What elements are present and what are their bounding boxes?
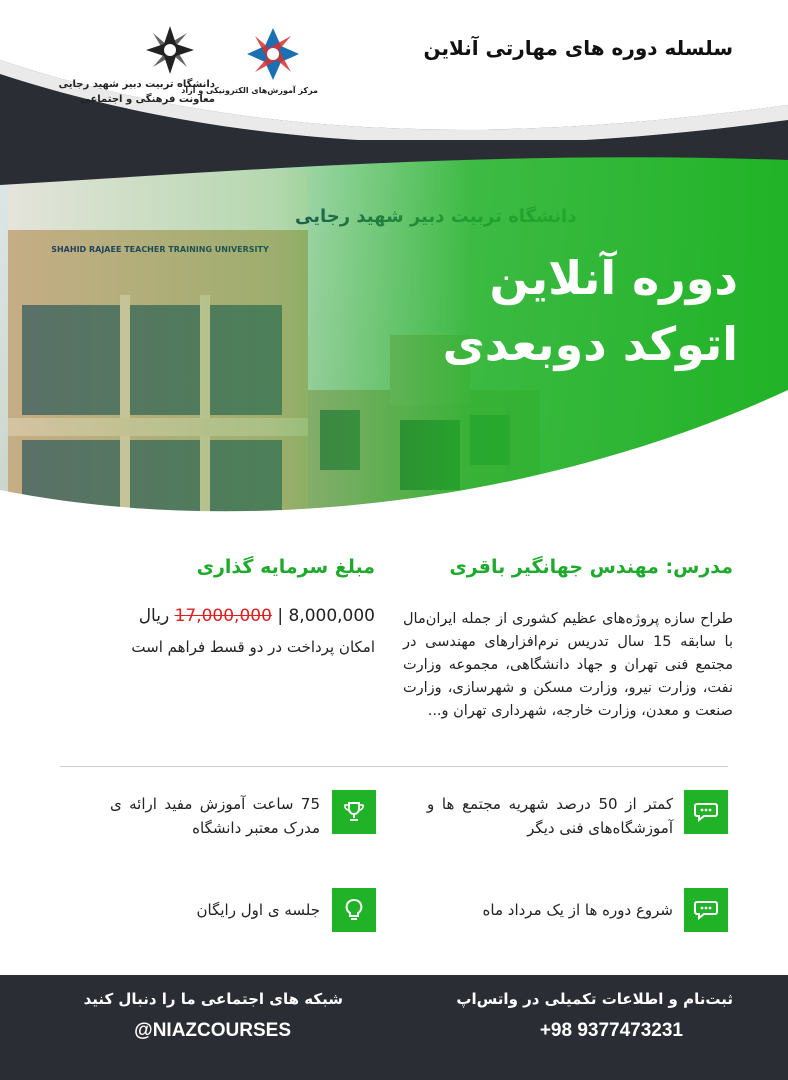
instructor-title: مدرس: مهندس جهانگیر باقری	[449, 556, 733, 578]
course-title-line2: اتوکد دوبعدی	[442, 317, 738, 371]
university-deputy: معاونت فرهنگی و اجتماعی	[80, 94, 215, 105]
chat-icon	[684, 790, 728, 834]
social-handle[interactable]: @NIAZCOURSES	[134, 1020, 291, 1041]
investment-title: مبلغ سرمایه گذاری	[196, 556, 375, 578]
price-currency: ریال	[138, 606, 170, 626]
trophy-icon	[332, 790, 376, 834]
university-emblem-icon	[144, 24, 196, 76]
register-label: ثبت‌نام و اطلاعات تکمیلی در واتس‌اپ	[456, 990, 733, 1008]
training-center-emblem-icon	[244, 26, 302, 82]
feature-hours: 75 ساعت آموزش مفید ارائه ی مدرک معتبر دانشگاه	[110, 795, 320, 837]
chat-icon	[684, 888, 728, 932]
section-divider	[60, 766, 728, 767]
university-name: دانشگاه تربیت دبیر شهید رجایی	[58, 79, 215, 90]
feature-start-date: شروع دوره ها از یک مرداد ماه	[482, 901, 673, 919]
price-old: 17,000,000	[174, 606, 272, 626]
course-title-line1: دوره آنلاین	[489, 251, 738, 305]
price-new: 8,000,000	[288, 606, 375, 626]
phone-number[interactable]: +98 9377473231	[539, 1020, 683, 1041]
price-separator: |	[277, 606, 284, 626]
instructor-description: طراح سازه پروژه‌های عظیم کشوری از جمله ایران‌مال با سابقه 15 سال تدریس نرم‌افزارهای مهندسی در مجتمع فنی تهران و جهاد دانشگاهی، مجموعه وزارت نفت، وزارت نیرو، وزارت مسکن و شهرسازی، وزارت صنعت و معدن، وزارت خارجه، شهرداری تهران و...	[403, 611, 733, 719]
price-line	[139, 606, 375, 626]
installment-note: امکان پرداخت در دو قسط فراهم است	[131, 638, 375, 656]
feature-discount: کمتر از 50 درصد شهریه مجتمع ها و آموزشگاه‌های فنی دیگر	[427, 795, 673, 837]
lightbulb-icon	[332, 888, 376, 932]
university-logo	[58, 24, 215, 106]
training-center-name: مرکز آموزش‌های الکترونیکی و آزاد	[181, 86, 318, 95]
course-title	[443, 245, 738, 377]
training-center-logo	[181, 26, 318, 97]
social-label: شبکه های اجتماعی ما را دنبال کنید	[83, 990, 343, 1008]
feature-free-session: جلسه ی اول رایگان	[196, 901, 320, 919]
series-title: سلسله دوره های مهارتی آنلاین	[423, 36, 733, 60]
